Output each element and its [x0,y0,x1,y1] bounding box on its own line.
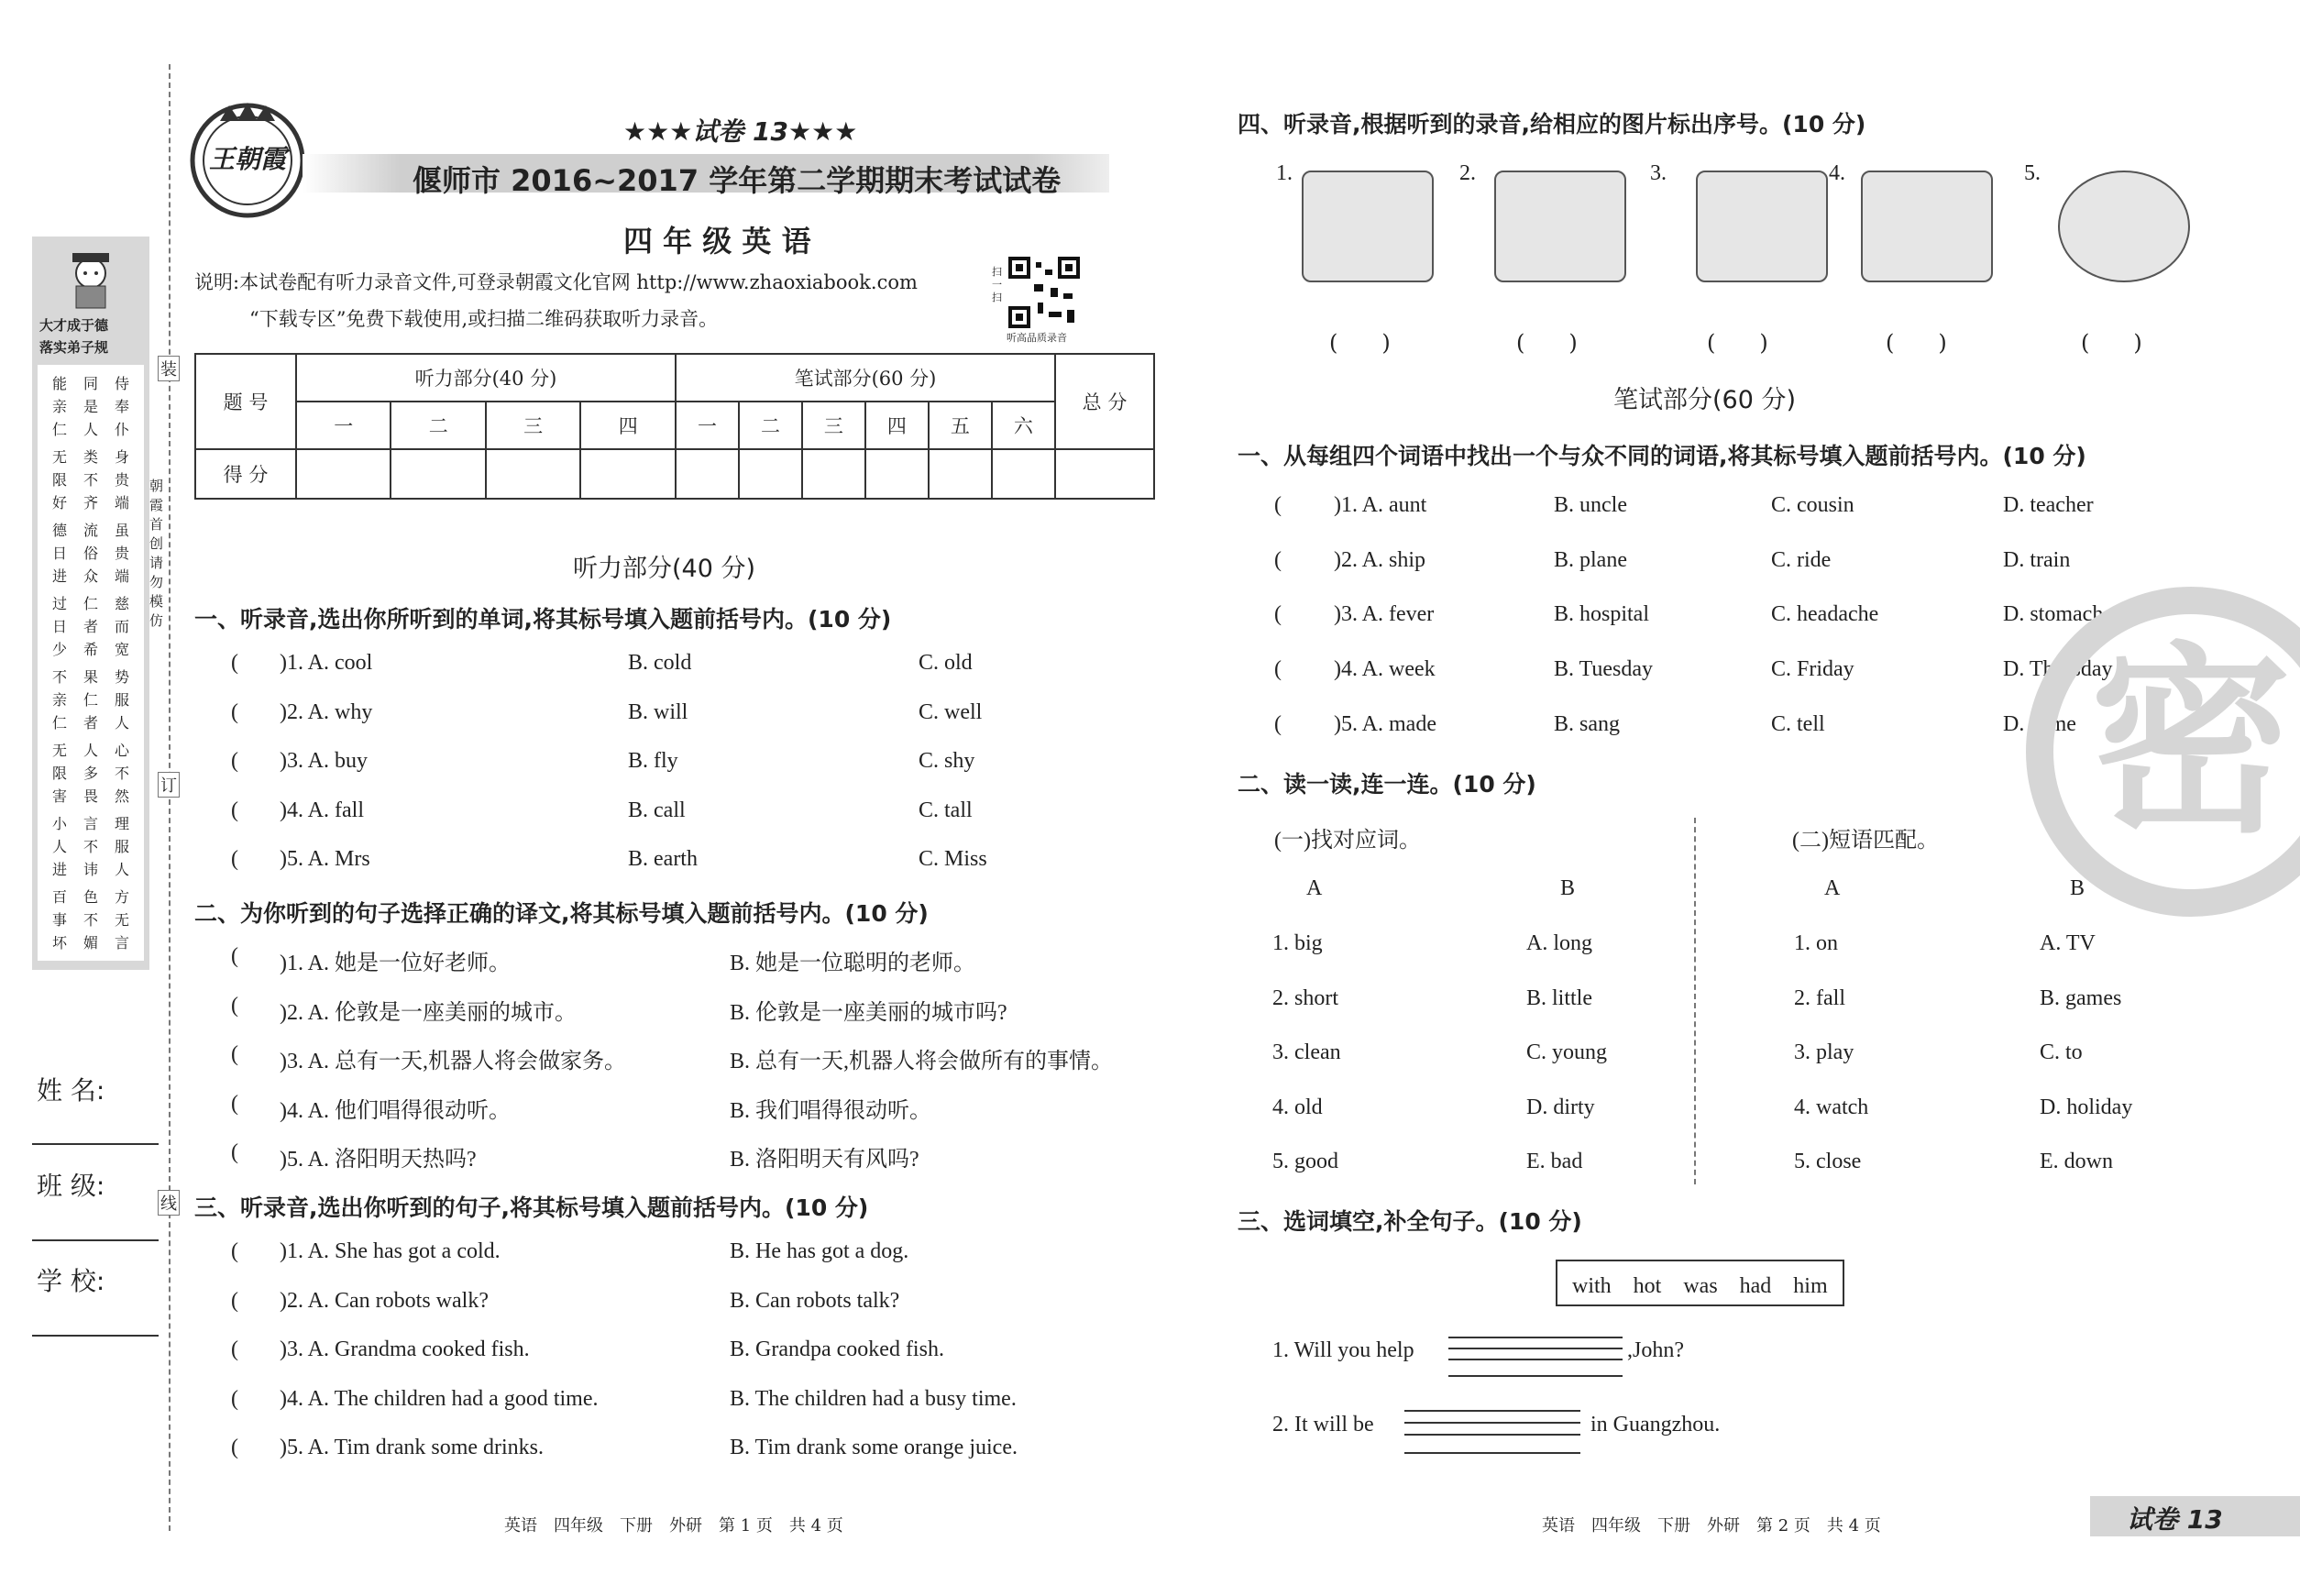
score-cell[interactable] [739,449,802,499]
match-right-col-a: A [1824,876,1841,900]
listening-title: 听力部分(40 分) [573,555,756,583]
option-d: D. stomach ache [2003,602,2150,627]
qr-caption-side: 扫一扫 [992,266,1002,303]
answer-bracket[interactable]: ( [231,1386,238,1411]
motto-phrase: 百事坏 [51,888,67,952]
motto-phrase: 无限好 [51,448,67,512]
score-col-w6: 六 [992,402,1055,449]
match-right-a-item[interactable]: 3. play [1794,1040,1854,1064]
option-c: C. cousin [1771,493,1854,517]
motto-phrase: 类不齐 [83,448,98,512]
score-col-l2: 二 [391,402,485,449]
mascot-caption-2: 落实弟子规 [39,339,109,356]
option-b: B. fly [628,749,678,773]
option-b: B. 洛阳明天有风吗? [730,1148,919,1172]
score-written-header: 笔试部分(60 分) [676,354,1055,402]
picture-answer-bracket[interactable]: ( ) [1886,330,1947,356]
score-listening-header: 听力部分(40 分) [296,354,676,402]
name-field-line[interactable] [32,1143,159,1145]
match-right-col-b: B [2070,876,2085,900]
score-col-l1: 一 [296,402,391,449]
option-c: C. tall [919,798,973,822]
score-col-w4: 四 [865,402,929,449]
option-b: B. The children had a busy time. [730,1386,1017,1411]
motto-phrase: 仁者希 [83,595,98,658]
option-a: )4. A. fall [280,798,364,822]
score-cell[interactable] [391,449,485,499]
answer-bracket[interactable]: ( [231,651,238,675]
option-a: )3. A. buy [280,749,368,773]
score-table [194,353,1155,500]
sidebar-motto-box [32,237,149,970]
score-col-l4: 四 [580,402,676,449]
secret-seal-watermark [2026,587,2300,917]
score-col-w3: 三 [802,402,865,449]
match-divider [1694,818,1696,1184]
fill-q2-after: in Guangzhou. [1590,1413,1721,1436]
picture-answer-bracket[interactable]: ( ) [1707,330,1768,356]
option-b: B. 伦敦是一座美丽的城市吗? [730,1000,1007,1025]
answer-bracket[interactable]: ( [231,1042,238,1066]
listening-s4-heading: 四、听录音,根据听到的录音,给相应的图片标出序号。(10 分) [1238,111,1866,138]
option-a: )3. A. Grandma cooked fish. [280,1337,530,1361]
motto-phrase: 心不然 [114,742,129,805]
motto-phrase: 不亲仁 [51,668,67,732]
match-right-b-item[interactable]: A. TV [2040,931,2096,955]
answer-bracket[interactable]: ( [1274,493,1282,517]
paper-badge: ★★★试卷 13★★★ [623,116,858,147]
score-cell[interactable] [296,449,391,499]
option-c: C. well [919,699,983,724]
option-a: )4. A. 他们唱得很动听。 [280,1098,511,1123]
option-b: B. Tim drank some orange juice. [730,1436,1018,1459]
option-a: )2. A. Can robots walk? [280,1288,489,1313]
score-cell[interactable] [802,449,865,499]
answer-bracket[interactable]: ( [231,993,238,1018]
fill-q2-blank[interactable] [1404,1410,1580,1454]
match-right-b-item[interactable]: D. holiday [2040,1095,2133,1119]
option-a: )4. A. week [1334,657,1436,682]
answer-bracket[interactable]: ( [231,798,238,822]
picture-2 [1494,171,1626,282]
note-line-2: “下载专区”免费下载使用,或扫描二维码获取听力录音。 [249,308,719,330]
motto-phrase: 流俗众 [83,522,98,585]
option-c: C. headache [1771,602,1879,627]
picture-answer-bracket[interactable]: ( ) [1329,330,1391,356]
score-defen: 得 分 [195,449,296,499]
option-b: B. will [628,699,688,724]
match-right-b-item[interactable]: E. down [2040,1150,2113,1173]
answer-bracket[interactable]: ( [231,1140,238,1164]
listening-s1-heading: 一、听录音,选出你所听到的单词,将其标号填入题前括号内。(10 分) [194,606,892,633]
option-a: )1. A. aunt [1334,493,1427,517]
option-a: )5. A. Tim drank some drinks. [280,1436,545,1459]
option-c: C. Friday [1771,657,1854,682]
match-left-b-item[interactable]: C. young [1526,1040,1608,1064]
motto-phrase: 果仁者 [83,668,98,732]
picture-4 [1861,171,1993,282]
binding-line [169,64,171,1531]
motto-phrase: 势服人 [114,668,129,732]
score-col-tihao: 题 号 [195,354,296,449]
answer-bracket[interactable]: ( [231,699,238,724]
footer-tab: 试卷 13 [2127,1504,2223,1535]
option-d: D. Thursday [2003,657,2113,682]
option-a: )1. A. She has got a cold. [280,1239,501,1263]
note-line-1: 说明:本试卷配有听力录音文件,可登录朝霞文化官网 http://www.zhaoxiabook.com [194,271,918,293]
picture-number: 1. [1276,161,1293,185]
picture-5 [2058,171,2190,282]
motto-phrase: 无限害 [51,742,67,805]
picture-number: 2. [1459,161,1476,185]
picture-answer-bracket[interactable]: ( ) [2081,330,2142,356]
option-a: )2. A. 伦敦是一座美丽的城市。 [280,1000,577,1025]
option-b: B. plane [1554,547,1627,572]
written-s3-heading: 三、选词填空,补全句子。(10 分) [1238,1208,1582,1235]
match-left-title: (一)找对应词。 [1274,829,1421,853]
school-field-line[interactable] [32,1335,159,1337]
binding-label-ding: 订 [158,772,180,798]
match-right-title: (二)短语匹配。 [1792,829,1939,853]
motto-phrase: 色不媚 [83,888,98,952]
motto-phrase: 慈而宽 [114,595,129,658]
match-right-a-item[interactable]: 4. watch [1794,1095,1869,1119]
answer-bracket[interactable]: ( [231,944,238,968]
answer-bracket[interactable]: ( [231,1436,238,1459]
match-left-b-item[interactable]: A. long [1526,931,1592,955]
option-d: D. teacher [2003,493,2094,517]
option-b: B. uncle [1554,493,1627,517]
match-right-a-item[interactable]: 5. close [1794,1150,1862,1173]
option-a: )2. A. why [280,699,373,724]
motto-phrase: 侍奉仆 [114,375,129,438]
score-col-l3: 三 [486,402,580,449]
option-a: )1. A. cool [280,651,373,675]
option-b: B. sang [1554,711,1620,736]
match-left-a-item[interactable]: 1. big [1272,931,1323,955]
score-col-w2: 二 [739,402,802,449]
score-cell[interactable] [929,449,992,499]
class-field-label: 班 级: [37,1171,105,1201]
match-right-b-item[interactable]: C. to [2040,1040,2083,1064]
fill-q1-after: ,John? [1627,1338,1684,1362]
fill-q1-blank[interactable] [1448,1337,1623,1377]
publisher-logo-text: 王朝霞 [209,144,287,174]
motto-phrase: 方无言 [114,888,129,952]
binding-label-zhuang: 装 [158,356,180,381]
match-right-a-item[interactable]: 1. on [1794,931,1838,955]
option-b: B. Can robots talk? [730,1288,900,1313]
school-field-label: 学 校: [37,1266,105,1296]
written-s1-heading: 一、从每组四个词语中找出一个与众不同的词语,将其标号填入题前括号内。(10 分) [1238,443,2086,469]
option-b: B. cold [628,651,692,675]
motto-grid [38,365,144,961]
fill-q2-before: 2. It will be [1272,1413,1374,1436]
motto-phrase: 言不讳 [83,815,98,878]
answer-bracket[interactable]: ( [231,847,238,871]
match-left-b-item[interactable]: E. bad [1526,1150,1583,1173]
match-right-b-item[interactable]: B. games [2040,985,2122,1010]
option-d: D. came [2003,711,2076,736]
qr-code-icon[interactable] [1008,257,1080,328]
answer-bracket[interactable]: ( [231,749,238,773]
match-left-a-item[interactable]: 5. good [1272,1150,1338,1173]
option-c: C. ride [1771,547,1832,572]
picture-number: 4. [1829,161,1845,185]
answer-bracket[interactable]: ( [231,1239,238,1263]
secret-seal-text: 密 [2089,625,2292,860]
motto-phrase: 同是人 [83,375,98,438]
listening-s2-heading: 二、为你听到的句子选择正确的译文,将其标号填入题前括号内。(10 分) [194,900,929,927]
match-left-col-a: A [1306,876,1323,900]
option-b: B. hospital [1554,602,1650,627]
score-cell[interactable] [676,449,739,499]
footer-right: 英语 四年级 下册 外研 第 2 页 共 4 页 [1542,1516,1881,1535]
name-field-label: 姓 名: [37,1075,105,1106]
match-left-a-item[interactable]: 2. short [1272,985,1338,1010]
answer-bracket[interactable]: ( [1274,547,1282,572]
class-field-line[interactable] [32,1239,159,1241]
option-b: B. Grandpa cooked fish. [730,1337,944,1361]
picture-3 [1696,171,1828,282]
option-b: B. He has got a dog. [730,1239,909,1263]
option-b: B. 她是一位聪明的老师。 [730,952,976,975]
score-col-w5: 五 [929,402,992,449]
option-c: C. shy [919,749,975,773]
exam-title: 偃师市 2016~2017 学年第二学期期末考试试卷 [413,163,1062,198]
option-b: B. earth [628,847,698,871]
mascot-caption-1: 大才成于德 [39,317,109,334]
option-a: )1. A. 她是一位好老师。 [280,952,511,975]
option-a: )5. A. Mrs [280,847,370,871]
qr-caption-bottom: 听高品质录音 [1007,332,1067,344]
answer-bracket[interactable]: ( [231,1091,238,1116]
listening-s3-heading: 三、听录音,选出你听到的句子,将其标号填入题前括号内。(10 分) [194,1194,869,1221]
option-a: )2. A. ship [1334,547,1426,572]
footer-left: 英语 四年级 下册 外研 第 1 页 共 4 页 [504,1516,843,1535]
scholar-mascot-icon [54,246,127,310]
score-col-w1: 一 [676,402,739,449]
answer-bracket[interactable]: ( [231,1337,238,1361]
option-c: C. tell [1771,711,1825,736]
answer-bracket[interactable]: ( [231,1288,238,1313]
motto-phrase: 德日进 [51,522,67,585]
match-left-col-b: B [1560,876,1576,900]
match-right-a-item[interactable]: 2. fall [1794,985,1845,1010]
picture-number: 5. [2024,161,2041,185]
match-left-b-item[interactable]: D. dirty [1526,1095,1595,1119]
score-total: 总 分 [1055,354,1154,449]
answer-bracket[interactable]: ( [1274,711,1282,736]
motto-phrase: 小人进 [51,815,67,878]
answer-bracket[interactable]: ( [1274,657,1282,682]
option-a: )5. A. 洛阳明天热吗? [280,1148,477,1172]
written-title: 笔试部分(60 分) [1613,386,1797,414]
option-a: )4. A. The children had a good time. [280,1386,599,1411]
score-cell[interactable] [486,449,580,499]
option-b: B. 我们唱得很动听。 [730,1098,932,1123]
option-c: C. old [919,651,973,675]
picture-number: 3. [1650,161,1667,185]
option-c: C. Miss [919,847,987,871]
copyright-note: 朝霞首创 请勿模仿 [149,478,164,629]
written-s2-heading: 二、读一读,连一连。(10 分) [1238,771,1536,798]
picture-answer-bracket[interactable]: ( ) [1516,330,1578,356]
option-a: )5. A. made [1334,711,1436,736]
score-cell[interactable] [992,449,1055,499]
score-cell[interactable] [580,449,676,499]
fill-q1-before: 1. Will you help [1272,1338,1414,1362]
binding-label-xian: 线 [158,1190,180,1216]
option-a: )3. A. fever [1334,602,1435,627]
motto-phrase: 理服人 [114,815,129,878]
option-d: D. train [2003,547,2071,572]
score-cell[interactable] [865,449,929,499]
answer-bracket[interactable]: ( [1274,602,1282,627]
subject-title: 四 年 级 英 语 [623,224,811,259]
motto-phrase: 虽贵端 [114,522,129,585]
option-b: B. call [628,798,686,822]
match-left-a-item[interactable]: 3. clean [1272,1040,1341,1064]
word-box: with hot was had him [1556,1260,1844,1306]
score-cell-total[interactable] [1055,449,1154,499]
motto-phrase: 过日少 [51,595,67,658]
motto-phrase: 人多畏 [83,742,98,805]
picture-1 [1302,171,1434,282]
match-left-b-item[interactable]: B. little [1526,985,1592,1010]
motto-phrase: 能亲仁 [51,375,67,438]
motto-phrase: 身贵端 [114,448,129,512]
option-b: B. Tuesday [1554,657,1654,682]
option-b: B. 总有一天,机器人将会做所有的事情。 [730,1050,1114,1073]
match-left-a-item[interactable]: 4. old [1272,1095,1323,1119]
option-a: )3. A. 总有一天,机器人将会做家务。 [280,1050,626,1073]
